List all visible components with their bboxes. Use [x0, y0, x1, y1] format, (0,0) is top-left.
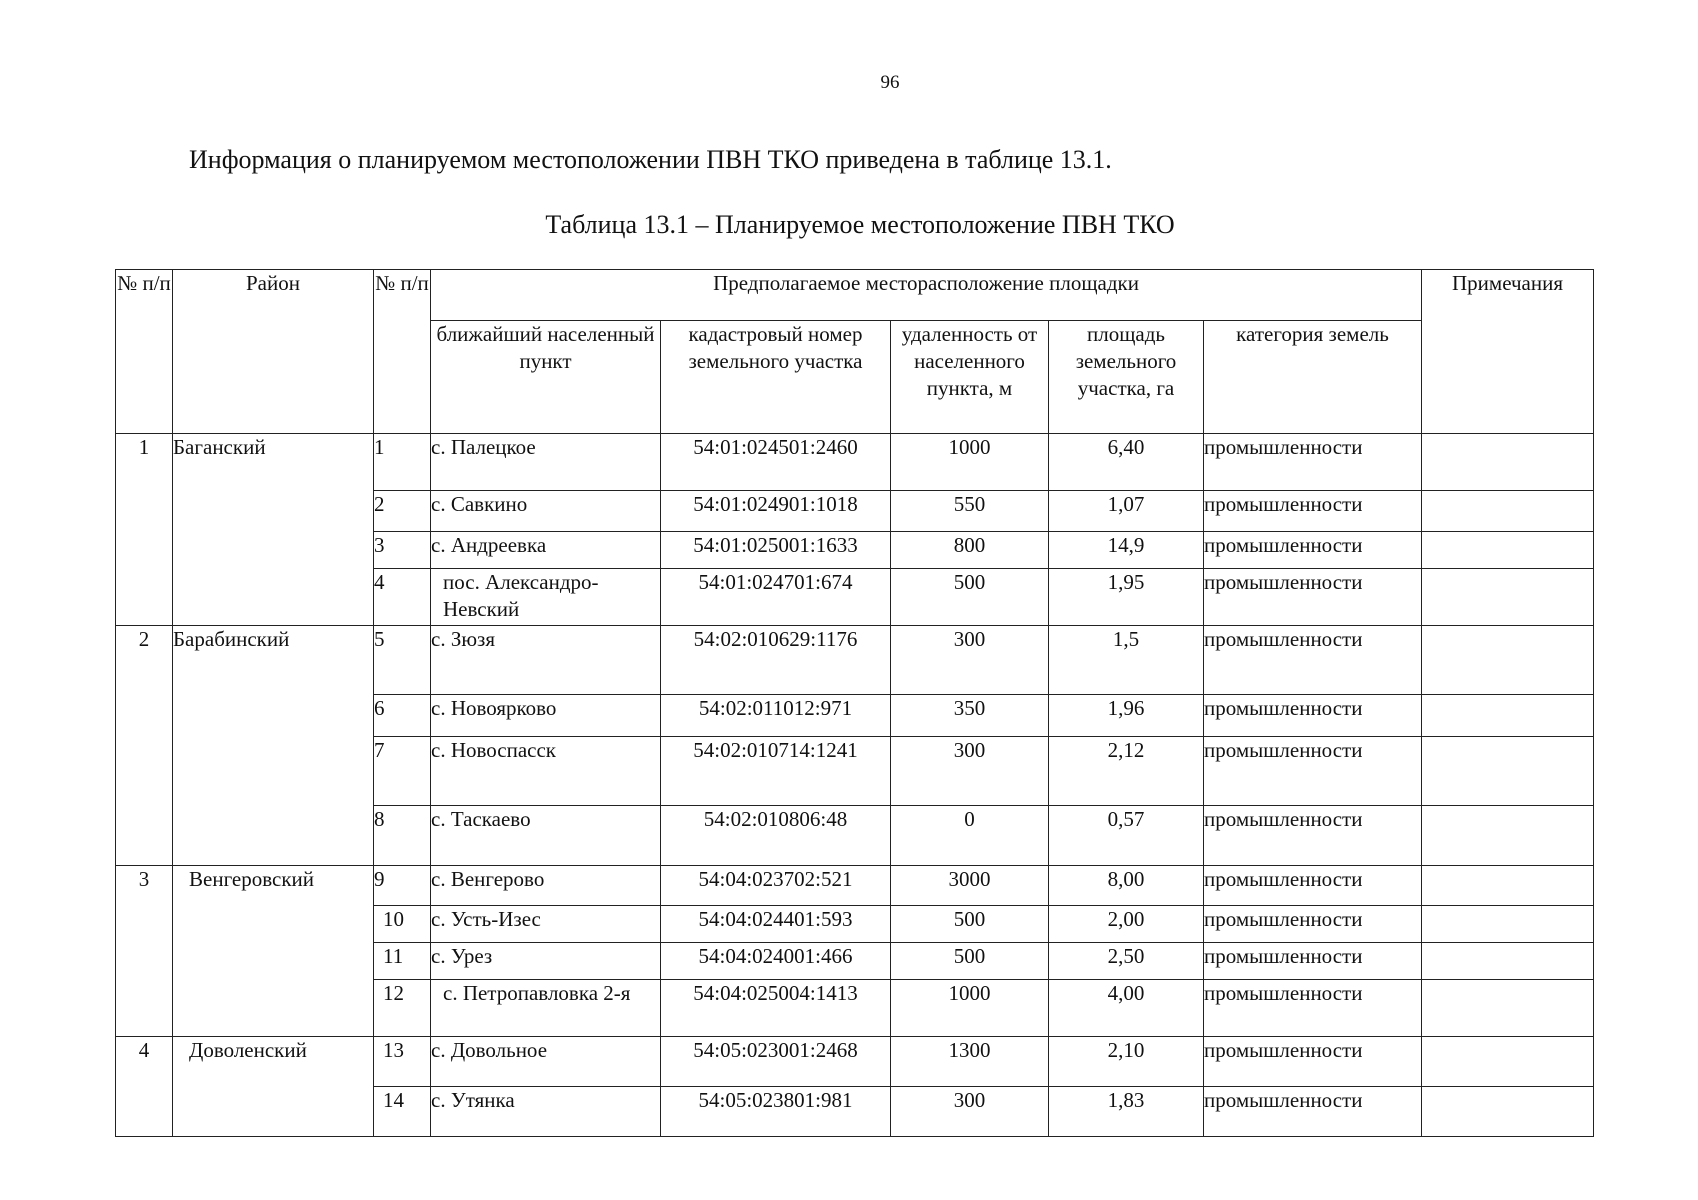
page-number: 96 [880, 72, 900, 93]
note [1422, 806, 1594, 866]
area: 1,5 [1049, 626, 1204, 695]
settlement: с. Савкино [431, 491, 661, 532]
land-category: промышленности [1204, 806, 1422, 866]
cadastral-number: 54:02:010714:1241 [661, 737, 891, 806]
settlement: с. Усть-Изес [431, 906, 661, 943]
land-category: промышленности [1204, 980, 1422, 1037]
cadastral-number: 54:05:023801:981 [661, 1087, 891, 1137]
site-num: 5 [374, 626, 431, 695]
distance: 350 [891, 695, 1049, 737]
settlement: с. Андреевка [431, 532, 661, 569]
header-district: Район [173, 270, 374, 434]
distance: 1000 [891, 980, 1049, 1037]
site-num: 1 [374, 434, 431, 491]
note [1422, 626, 1594, 695]
header-cadastral: кадастровый номер земельного участка [661, 321, 891, 434]
settlement: с. Зюзя [431, 626, 661, 695]
group-num: 2 [116, 626, 173, 866]
table-row [116, 626, 1594, 695]
area: 4,00 [1049, 980, 1204, 1037]
header-site-num: № п/п [374, 270, 431, 434]
area: 2,12 [1049, 737, 1204, 806]
note [1422, 866, 1594, 906]
sites-table [115, 269, 1594, 1137]
distance: 300 [891, 1087, 1049, 1137]
cadastral-number: 54:02:011012:971 [661, 695, 891, 737]
site-num: 14 [374, 1087, 431, 1137]
site-num: 13 [374, 1037, 431, 1087]
land-category: промышленности [1204, 434, 1422, 491]
table-row [116, 434, 1594, 491]
distance: 0 [891, 806, 1049, 866]
table-row [116, 1037, 1594, 1087]
area: 1,83 [1049, 1087, 1204, 1137]
note [1422, 980, 1594, 1037]
distance: 300 [891, 626, 1049, 695]
land-category: промышленности [1204, 695, 1422, 737]
distance: 500 [891, 569, 1049, 626]
land-category: промышленности [1204, 1037, 1422, 1087]
settlement: с. Палецкое [431, 434, 661, 491]
header-area: площадь земельного участка, га [1049, 321, 1204, 434]
site-num: 8 [374, 806, 431, 866]
settlement: с. Довольное [431, 1037, 661, 1087]
land-category: промышленности [1204, 532, 1422, 569]
note [1422, 1037, 1594, 1087]
distance: 500 [891, 906, 1049, 943]
site-num: 3 [374, 532, 431, 569]
cadastral-number: 54:02:010806:48 [661, 806, 891, 866]
district-name: Барабинский [173, 626, 374, 866]
cadastral-number: 54:04:024401:593 [661, 906, 891, 943]
note [1422, 906, 1594, 943]
site-num: 9 [374, 866, 431, 906]
distance: 1300 [891, 1037, 1049, 1087]
site-num: 6 [374, 695, 431, 737]
group-num: 4 [116, 1037, 173, 1137]
header-notes: Примечания [1422, 270, 1594, 434]
site-num: 2 [374, 491, 431, 532]
note [1422, 491, 1594, 532]
cadastral-number: 54:01:024701:674 [661, 569, 891, 626]
district-name: Доволенский [173, 1037, 374, 1137]
note [1422, 737, 1594, 806]
site-num: 11 [374, 943, 431, 980]
cadastral-number: 54:01:024901:1018 [661, 491, 891, 532]
site-num: 12 [374, 980, 431, 1037]
distance: 3000 [891, 866, 1049, 906]
settlement: с. Таскаево [431, 806, 661, 866]
header-num: № п/п [116, 270, 173, 434]
distance: 1000 [891, 434, 1049, 491]
area: 6,40 [1049, 434, 1204, 491]
land-category: промышленности [1204, 1087, 1422, 1137]
land-category: промышленности [1204, 943, 1422, 980]
area: 1,95 [1049, 569, 1204, 626]
area: 2,00 [1049, 906, 1204, 943]
table-caption: Таблица 13.1 – Планируемое местоположение ПВН ТКО [545, 210, 1175, 239]
intro-paragraph: Информация о планируемом местоположении ПВН ТКО приведена в таблице 13.1. [189, 145, 1112, 174]
distance: 500 [891, 943, 1049, 980]
note [1422, 1087, 1594, 1137]
area: 8,00 [1049, 866, 1204, 906]
settlement: с. Утянка [431, 1087, 661, 1137]
header-settlement: ближайший населенный пункт [431, 321, 661, 434]
land-category: промышленности [1204, 866, 1422, 906]
header-distance: удаленность от населенного пункта, м [891, 321, 1049, 434]
header-land-category: категория земель [1204, 321, 1422, 434]
land-category: промышленности [1204, 626, 1422, 695]
settlement: пос. Александро-Невский [431, 569, 661, 626]
cadastral-number: 54:04:023702:521 [661, 866, 891, 906]
distance: 300 [891, 737, 1049, 806]
site-num: 4 [374, 569, 431, 626]
cadastral-number: 54:02:010629:1176 [661, 626, 891, 695]
cadastral-number: 54:04:024001:466 [661, 943, 891, 980]
cadastral-number: 54:01:024501:2460 [661, 434, 891, 491]
settlement: с. Венгерово [431, 866, 661, 906]
district-name: Баганский [173, 434, 374, 626]
land-category: промышленности [1204, 569, 1422, 626]
site-num: 10 [374, 906, 431, 943]
settlement: с. Новоспасск [431, 737, 661, 806]
cadastral-number: 54:01:025001:1633 [661, 532, 891, 569]
cadastral-number: 54:05:023001:2468 [661, 1037, 891, 1087]
cadastral-number: 54:04:025004:1413 [661, 980, 891, 1037]
distance: 800 [891, 532, 1049, 569]
area: 2,10 [1049, 1037, 1204, 1087]
settlement: с. Новоярково [431, 695, 661, 737]
settlement: с. Петропавловка 2-я [431, 980, 661, 1037]
settlement: с. Урез [431, 943, 661, 980]
land-category: промышленности [1204, 491, 1422, 532]
district-name: Венгеровский [173, 866, 374, 1037]
area: 0,57 [1049, 806, 1204, 866]
area: 14,9 [1049, 532, 1204, 569]
land-category: промышленности [1204, 906, 1422, 943]
distance: 550 [891, 491, 1049, 532]
table-row [116, 866, 1594, 906]
note [1422, 943, 1594, 980]
header-location-group: Предполагаемое месторасположение площадки [431, 270, 1422, 321]
group-num: 3 [116, 866, 173, 1037]
group-num: 1 [116, 434, 173, 626]
land-category: промышленности [1204, 737, 1422, 806]
area: 1,07 [1049, 491, 1204, 532]
note [1422, 695, 1594, 737]
area: 2,50 [1049, 943, 1204, 980]
note [1422, 434, 1594, 491]
note [1422, 569, 1594, 626]
note [1422, 532, 1594, 569]
site-num: 7 [374, 737, 431, 806]
area: 1,96 [1049, 695, 1204, 737]
